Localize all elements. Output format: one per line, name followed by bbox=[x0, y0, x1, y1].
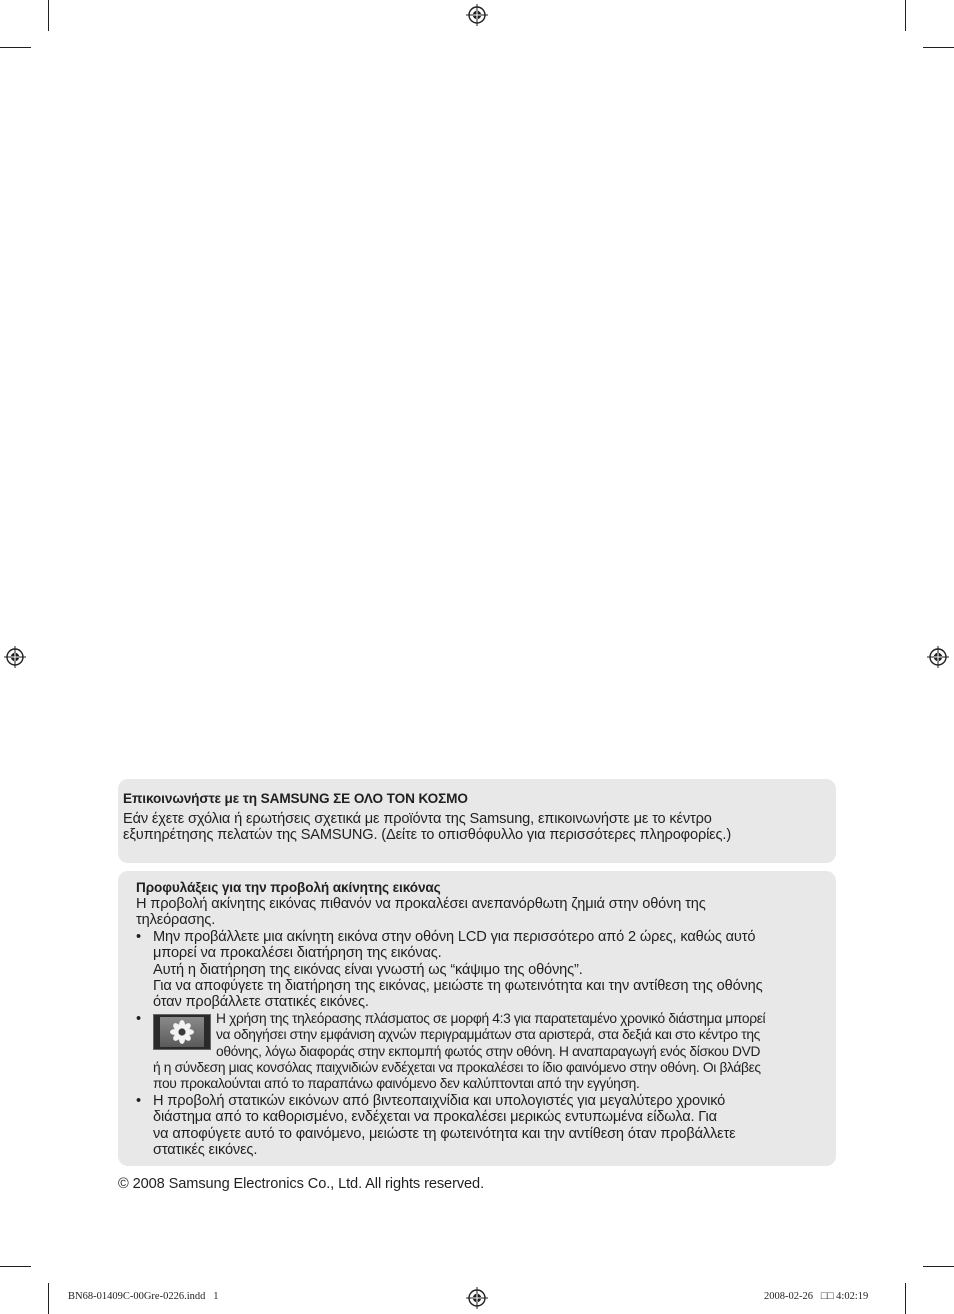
bullet-line: που προκαλούνται από το παραπάνω φαινόμενο δεν καλύπτονται από την εγγύηση. bbox=[153, 1076, 640, 1092]
bullet-image-text bbox=[216, 1011, 765, 1060]
bullet-dot: • bbox=[136, 1092, 141, 1109]
crop-mark bbox=[48, 1283, 49, 1314]
bullet-dot: • bbox=[136, 1010, 141, 1027]
bullet-line: Αυτή η διατήρηση της εικόνας είναι γνωστή ως “κάψιμο της οθόνης”. bbox=[153, 961, 583, 978]
registration-mark-icon bbox=[927, 646, 949, 668]
footer-timestamp: 2008-02-26 □□ 4:02:19 bbox=[764, 1291, 869, 1302]
bullet-line: μπορεί να προκαλέσει διατήρηση της εικόνας. bbox=[153, 945, 442, 962]
bullet-item bbox=[136, 929, 836, 1011]
bullet-line: Η χρήση της τηλεόρασης πλάσματος σε μορφή 4:3 για παρατεταμένο χρονικό διάστημα μπορεί bbox=[216, 1010, 766, 1026]
bullet-line: ή η σύνδεση μιας κονσόλας παιχνιδιών ενδέχεται να προκαλέσει το ίδιο φαινόμενο στην οθόνη. Οι βλάβες bbox=[153, 1060, 761, 1076]
crop-mark bbox=[923, 47, 954, 48]
tv-image bbox=[153, 1014, 211, 1050]
contact-line: εξυπηρέτησης πελατών της SAMSUNG. (Δείτε το οπισθόφυλλο για περισσότερες πληροφορίες.) bbox=[123, 827, 732, 844]
registration-mark-icon bbox=[466, 1287, 488, 1309]
bullet-line: όταν προβάλλετε στατικές εικόνες. bbox=[153, 994, 369, 1011]
crop-mark bbox=[0, 1266, 31, 1267]
intro-line: Η προβολή ακίνητης εικόνας πιθανόν να προκαλέσει ανεπανόρθωτη ζημιά στην οθόνη της bbox=[136, 896, 706, 912]
bullet-line: διάστημα από το καθορισμένο, ενδέχεται να προκαλέσει μερικώς εντυπωμένα είδωλα. Για bbox=[153, 1109, 717, 1126]
flower-icon bbox=[170, 1020, 194, 1044]
bullet-dot: • bbox=[136, 928, 141, 945]
bullet-item bbox=[136, 1011, 836, 1093]
bullet-line: να οδηγήσει στην εμφάνιση αχνών περιγραμμάτων στα αριστερά, στα δεξιά και στο κέντρο της bbox=[216, 1027, 760, 1043]
contact-heading: Επικοινωνήστε με τη SAMSUNG ΣΕ ΟΛΟ ΤΟΝ ΚΟΣΜΟ bbox=[123, 791, 468, 806]
contact-text bbox=[123, 811, 836, 844]
precautions-box bbox=[118, 871, 836, 1166]
bullet-item bbox=[136, 1093, 836, 1159]
footer-filename: BN68-01409C-00Gre-0226.indd 1 bbox=[68, 1291, 219, 1302]
bullet-image-row bbox=[153, 1011, 836, 1060]
precautions-heading: Προφυλάξεις για την προβολή ακίνητης εικόνας bbox=[136, 880, 441, 895]
contact-box bbox=[118, 779, 836, 863]
registration-mark-icon bbox=[466, 4, 488, 26]
bullet-line: Η προβολή στατικών εικόνων από βιντεοπαιχνίδια και υπολογιστές για μεγαλύτερο χρονικό bbox=[153, 1092, 726, 1109]
crop-mark bbox=[0, 47, 31, 48]
bullet-line: Για να αποφύγετε τη διατήρηση της εικόνας, μειώστε τη φωτεινότητα και την αντίθεση της οθόνης bbox=[153, 978, 763, 995]
bullet-line: στατικές εικόνες. bbox=[153, 1142, 258, 1159]
crop-mark bbox=[48, 0, 49, 31]
crop-mark bbox=[905, 1283, 906, 1314]
copyright-text: © 2008 Samsung Electronics Co., Ltd. All rights reserved. bbox=[118, 1176, 485, 1192]
precautions-intro bbox=[136, 896, 836, 929]
bullet-line: να αποφύγετε αυτό το φαινόμενο, μειώστε τη φωτεινότητα και την αντίθεση όταν προβάλλετε bbox=[153, 1125, 736, 1142]
contact-line: Εάν έχετε σχόλια ή ερωτήσεις σχετικά με προϊόντα της Samsung, επικοινωνήστε με το κέντρο bbox=[123, 811, 712, 827]
bullet-line: Μην προβάλλετε μια ακίνητη εικόνα στην οθόνη LCD για περισσότερο από 2 ώρες, καθώς αυτό bbox=[153, 928, 756, 945]
crop-mark bbox=[923, 1266, 954, 1267]
intro-line: τηλεόρασης. bbox=[136, 912, 216, 929]
registration-mark-icon bbox=[4, 646, 26, 668]
crop-mark bbox=[905, 0, 906, 31]
bullet-line: οθόνης, λόγω διαφοράς στην εκπομπή φωτός στην οθόνη. Η αναπαραγωγή ενός δίσκου DVD bbox=[216, 1043, 761, 1059]
